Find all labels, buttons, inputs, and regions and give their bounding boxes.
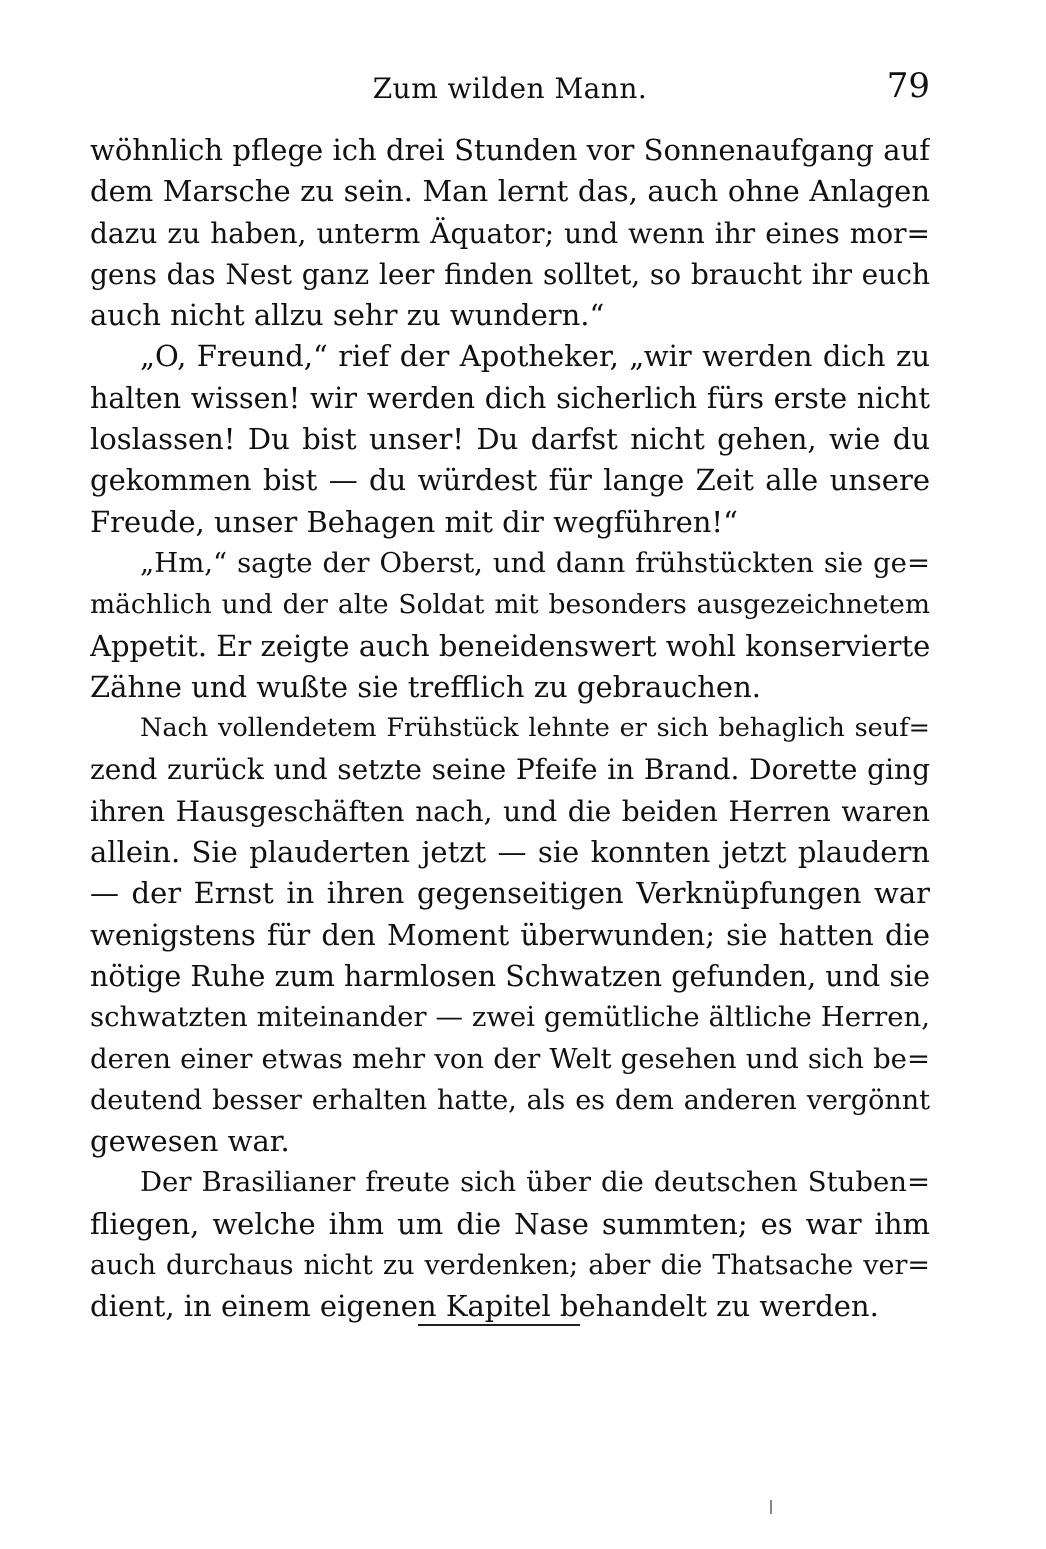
text-line: Appetit. Er zeigte auch beneidenswert wohl konservierte [90, 628, 930, 663]
running-head [90, 62, 930, 112]
paragraph-first-line: „O, Freund,“ rief der Apotheker, „wir werden dich zu [140, 339, 930, 374]
text-line: halten wissen! wir werden dich sicherlich fürs erste nicht [90, 381, 930, 415]
body-text [90, 130, 930, 1328]
page-number: 79 [886, 66, 930, 106]
text-line: dem Marsche zu sein. Man lernt das, auch ohne Anlagen [90, 174, 930, 209]
text-line: mächlich und der alte Soldat mit besonders ausgezeichnetem [90, 589, 930, 621]
text-line: deren einer etwas mehr von der Welt gesehen und sich be= [90, 1042, 930, 1075]
paragraph-first-line: Der Brasilianer freute sich über die deutschen Stuben= [140, 1166, 930, 1199]
text-line: fliegen, welche ihm um die Nase summten; es war ihm [90, 1206, 930, 1241]
text-line: gens das Nest ganz leer finden solltet, so braucht ihr euch [90, 257, 930, 291]
text-line: wenigstens für den Moment überwunden; sie hatten die [90, 917, 930, 952]
text-line: Freude, unser Behagen mit dir wegführen!“ [90, 504, 738, 539]
running-title: Zum wilden Mann. [372, 72, 648, 105]
text-line: wöhnlich pflege ich drei Stunden vor Sonnenaufgang auf [90, 133, 930, 167]
text-line: dazu zu haben, unterm Äquator; und wenn ihr eines mor= [90, 216, 930, 250]
text-line: loslassen! Du bist unser! Du darfst nicht gehen, wie du [90, 422, 930, 457]
text-line: gekommen bist — du würdest für lange Zeit alle unsere [90, 463, 930, 498]
paragraph-first-line: Nach vollendetem Frühstück lehnte er sich behaglich seuf= [140, 713, 930, 744]
text-line: schwatzten miteinander — zwei gemütliche ältliche Herren, [90, 1001, 930, 1034]
text-line: dient, in einem eigenen Kapitel behandelt zu werden. [90, 1289, 879, 1324]
text-line: auch durchaus nicht zu verdenken; aber die Thatsache ver= [90, 1250, 930, 1282]
text-line: auch nicht allzu sehr zu wundern.“ [90, 298, 605, 333]
text-line: allein. Sie plauderten jetzt — sie konnten jetzt plaudern [90, 835, 930, 870]
text-line: Zähne und wußte sie trefflich zu gebrauchen. [90, 669, 761, 704]
text-line: deutend besser erhalten hatte, als es dem anderen vergönnt [90, 1084, 930, 1116]
text-line: zend zurück und setzte seine Pfeife in Brand. Dorette ging [90, 753, 930, 787]
chapter-end-rule [418, 1324, 580, 1326]
text-line: nötige Ruhe zum harmlosen Schwatzen gefunden, und sie [90, 959, 930, 993]
text-line: gewesen war. [90, 1124, 290, 1159]
scan-mark [770, 1500, 772, 1514]
text-line: — der Ernst in ihren gegenseitigen Verknüpfungen war [90, 876, 930, 911]
paragraph-first-line: „Hm,“ sagte der Oberst, und dann frühstückten sie ge= [140, 546, 930, 579]
text-line: ihren Hausgeschäften nach, und die beiden Herren waren [90, 794, 930, 828]
